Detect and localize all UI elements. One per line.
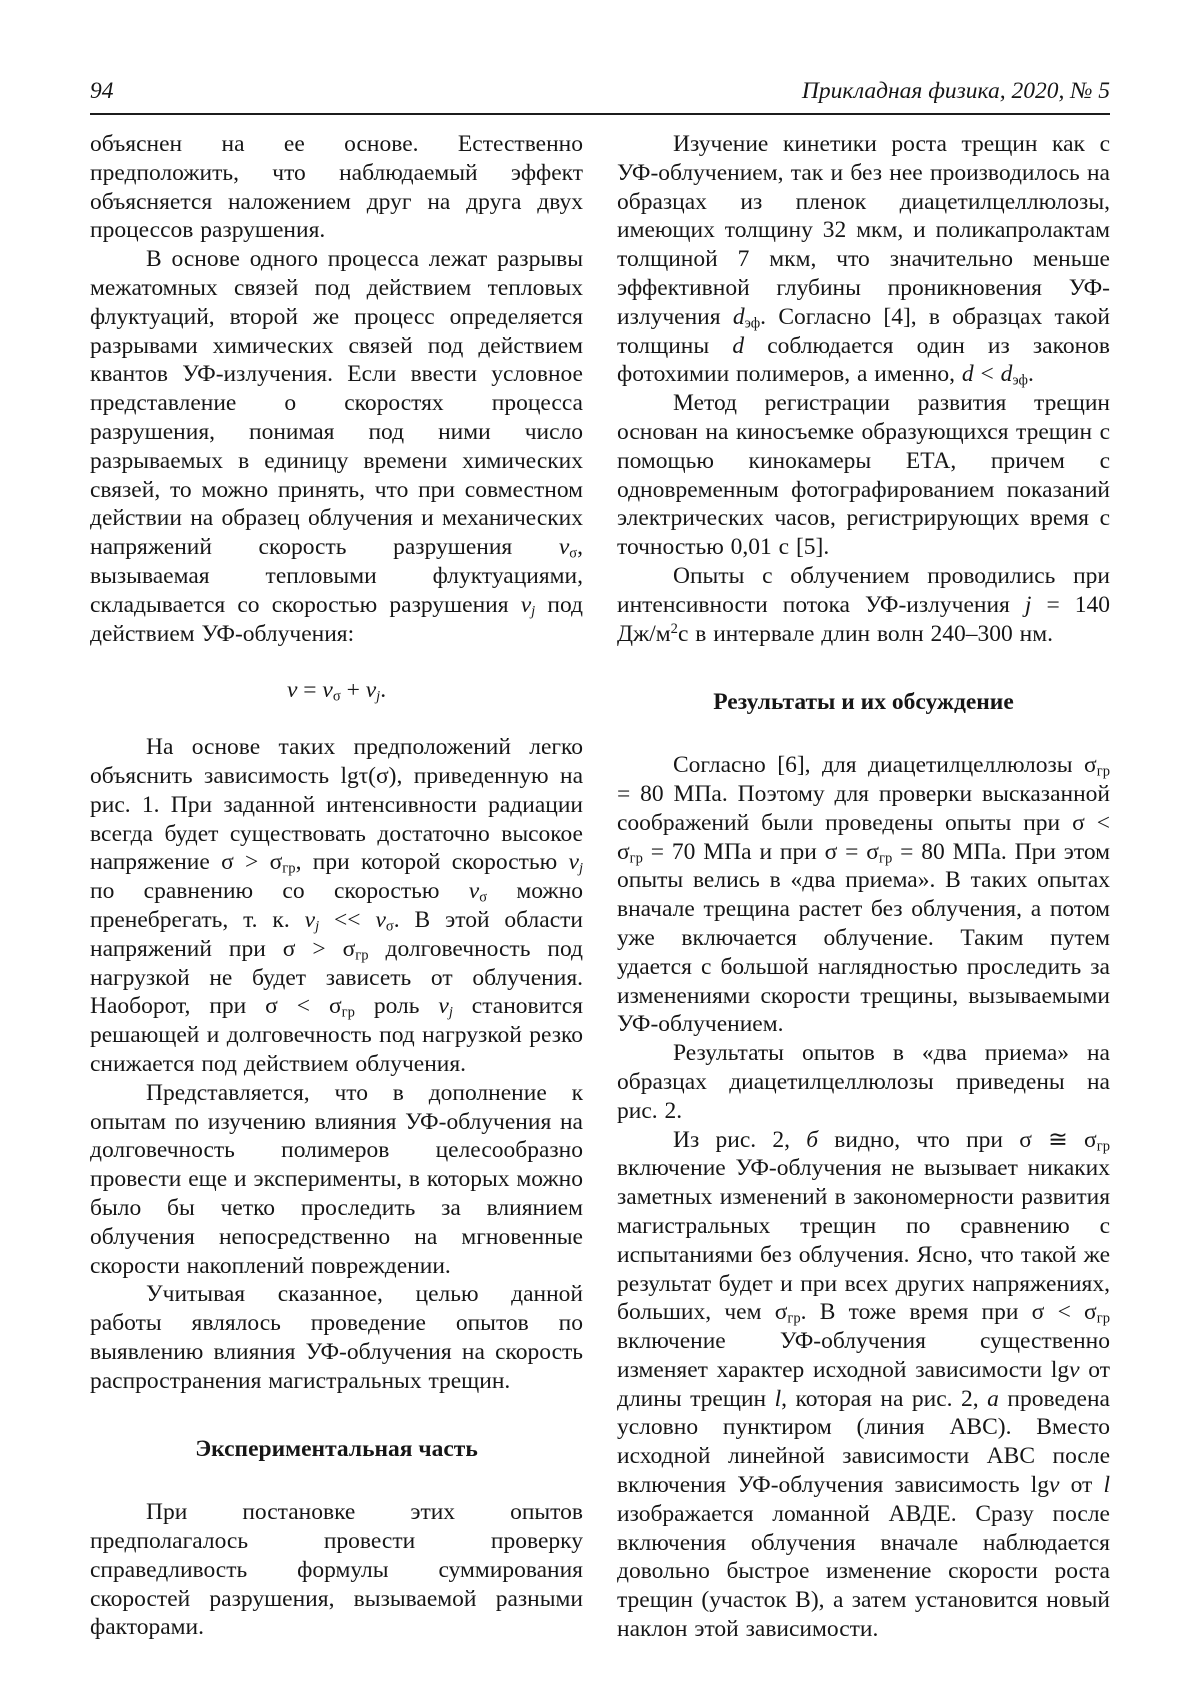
subscript: j [531, 603, 536, 620]
paragraph: Результаты опытов в «два приема» на образцах диацетилцеллюлозы приведены на рис. 2. [617, 1040, 1110, 1124]
paragraph: объяснен на ее основе. Естественно предположить, что наблюдаемый эффект объясняется наложением друг на друга двух процессов разрушения. [90, 131, 583, 244]
text-run: v [468, 878, 480, 905]
section-heading: Результаты и их обсуждение [713, 689, 1014, 716]
text-run: d [961, 361, 974, 388]
right-column [617, 130, 1110, 1644]
subscript: σ [385, 918, 394, 935]
subscript: гр [787, 1310, 801, 1327]
subscript: гр [629, 850, 643, 867]
text-run: v [1048, 1472, 1060, 1499]
text-run: l [774, 1385, 782, 1412]
text-run: l [1103, 1472, 1110, 1499]
equation: v = vσ + vj. [286, 677, 387, 705]
text-run: d [1000, 361, 1013, 388]
superscript: 2 [670, 620, 678, 637]
text-run: v [1069, 1356, 1080, 1383]
paragraph: Опыты с облучением проводились при интенсивности потока УФ-излучения j = 140 $Дж/м^2с$ в интервале длин волн 240–300 нм. [617, 562, 1110, 647]
text-run: v [568, 849, 579, 876]
subscript: j [315, 918, 320, 935]
section-heading: Экспериментальная часть [195, 1436, 478, 1463]
text-run: v [304, 906, 316, 933]
paragraph: Изучение кинетики роста трещин как с УФ-облучением, так и без нее производилось на образцах из пленок диацетилцеллюлозы, имеющих толщину 32 мкм, и поликапролактам толщиной 7 мкм, что значительно меньше эффективной глубины проникновения УФ-излучения dэф. Согласно [4], в образцах такой толщины d соблюдается один из законов фотохимии полимеров, а именно, d < dэф. [617, 131, 1111, 390]
paragraph: При постановке этих опытов предполагалось провести проверку справедливость формулы суммирования скоростей разрушения, вызываемой разными факторами. [90, 1499, 583, 1641]
text-run: v [322, 677, 333, 704]
text-run: v [286, 677, 298, 704]
subscript: эф [744, 315, 761, 332]
text-run: v [520, 591, 532, 618]
journal-title: Прикладная физика, 2020, № 5 [801, 78, 1110, 104]
subscript: j [578, 860, 583, 877]
paragraph: Согласно [6], для диацетилцеллюлозы σгр = 80 МПа. Поэтому для проверки высказанной соображений были проведены опыты при σ < σгр = 70 МПа и при σ = σгр = 80 МПа. При этом опыты велись в «два приема». В таких опытах вначале трещина растет без облучения, а потом уже включается облучение. Таким путем удается с большой наглядностью проследить за изменениями скорости трещины, вызываемыми УФ-облучением. [617, 752, 1110, 1038]
subscript: гр [1096, 1138, 1110, 1155]
subscript: σ [332, 689, 341, 705]
subscript: гр [1096, 1310, 1110, 1327]
text-run: а [987, 1385, 999, 1412]
subscript: гр [878, 850, 893, 867]
text-run: v [438, 993, 449, 1020]
subscript: j [376, 689, 381, 705]
text-run: j [1024, 591, 1032, 618]
subscript: j [448, 1004, 453, 1021]
paragraph: Метод регистрации развития трещин основан на киносъемке образующихся трещин с помощью кинокамеры ЕТА, причем с одновременным фотографированием показаний электрических часов, регистрирующих время с точностью 0,01 с [5]. [617, 390, 1110, 561]
subscript: гр [341, 1004, 355, 1021]
subscript: σ [479, 889, 488, 906]
text-run: v [375, 906, 386, 933]
page-number: 94 [90, 78, 114, 104]
left-column [90, 130, 583, 1644]
page-header [90, 78, 1110, 115]
paragraph: Учитывая сказанное, целью данной работы являлось проведение опытов по выявлению влияния УФ-облучения на скорость распространения магистральных трещин. [90, 1281, 583, 1394]
text-run: v [365, 677, 377, 704]
subscript: гр [282, 860, 296, 877]
paragraph: В основе одного процесса лежат разрывы межатомных связей под действием тепловых флуктуаций, второй же процесс определяется разрывами химических связей под действием квантов УФ-излучения. Если ввести условное представление о скоростях процесса разрушения, понимая под ними число разрываемых в единицу времени химических связей, то можно принять, что при совместном действии на образец облучения и механических напряжений скорость разрушения vσ, вызываемая тепловыми флуктуациями, складывается со скоростью разрушения vj под действием УФ-облучения: [90, 246, 583, 647]
text-run: d [732, 332, 745, 359]
paragraph: На основе таких предположений легко объяснить зависимость lgτ(σ), приведенную на рис. 1. При заданной интенсивности радиации всегда будет существовать достаточно высокое напряжение σ > σгр, при которой скоростью vj по сравнению со скоростью vσ можно пренебрегать, т. к. vj << vσ. В этой области напряжений при σ > σгр долговечность под нагрузкой не будет зависеть от облучения. Наоборот, при σ < σгр роль vj становится решающей и долговечность под нагрузкой резко снижается под действием облучения. [90, 734, 583, 1077]
text-run: б [806, 1126, 819, 1153]
text-run: d [732, 303, 745, 330]
paragraph: Из рис. 2, б видно, что при σ ≅ σгр включение УФ-облучения не вызывает никаких заметных изменений в закономерности развития магистральных трещин по сравнению с испытаниями без облучения. Ясно, что такой же результат будет и при всех других напряжениях, больших, чем σгр. В тоже время при σ < σгр включение УФ-облучения существенно изменяет характер исходной зависимости lgv от длины трещин l, которая на рис. 2, а проведена условно пунктиром (линия АВС). Вместо исходной линейной зависимости АВС после включения УФ-облучения зависимость lgv от l изображается ломанной АВДЕ. Сразу после включения облучения вначале наблюдается довольно быстрое изменение скорости роста трещин (участок В), а затем установится новый наклон этой зависимости. [617, 1126, 1110, 1643]
subscript: гр [1096, 763, 1110, 780]
text-run: v [558, 534, 570, 561]
subscript: эф [1012, 373, 1028, 390]
subscript: σ [569, 545, 578, 562]
paragraph: Представляется, что в дополнение к опытам по изучению влияния УФ-облучения на долговечность полимеров целесообразно провести еще и эксперименты, в которых можно было бы четко проследить за влиянием облучения непосредственно на мгновенные скорости накоплений повреждении. [90, 1079, 583, 1279]
two-column-body [90, 115, 1110, 1644]
subscript: гр [355, 947, 369, 964]
